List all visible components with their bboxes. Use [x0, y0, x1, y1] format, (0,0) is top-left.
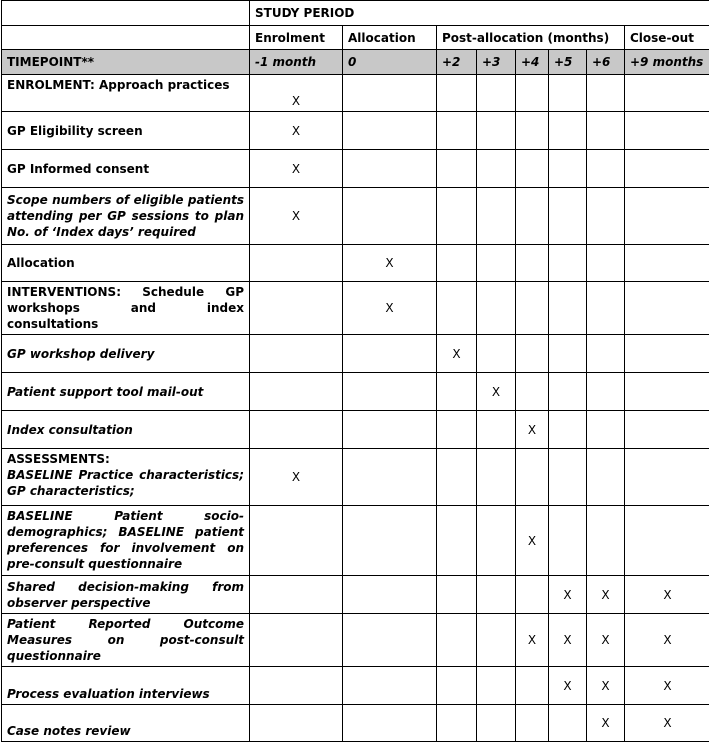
mark-cell	[549, 373, 587, 411]
mark-cell: X	[250, 449, 343, 506]
mark-cell	[343, 506, 437, 576]
activity-cell: ENROLMENT: Approach practices	[2, 75, 250, 112]
mark-cell	[587, 75, 625, 112]
activity-cell: Scope numbers of eligible patients attending per GP sessions to plan No. of ‘Index days’ required	[2, 188, 250, 245]
activity-cell: Index consultation	[2, 411, 250, 449]
mark-cell	[250, 705, 343, 742]
mark-cell: X	[587, 667, 625, 705]
mark-cell	[343, 667, 437, 705]
mark-cell	[343, 411, 437, 449]
mark-cell	[549, 705, 587, 742]
activity-cell: BASELINE Patient socio-demographics; BASELINE patient preferences for involvement on pre-consult questionnaire	[2, 506, 250, 576]
mark-cell	[549, 245, 587, 282]
mark-cell	[437, 150, 477, 188]
mark-cell	[516, 449, 549, 506]
phase-allocation: Allocation	[343, 26, 437, 50]
mark-cell	[625, 335, 709, 373]
mark-cell	[250, 667, 343, 705]
table-row	[2, 188, 709, 245]
mark-cell	[250, 373, 343, 411]
mark-cell	[516, 188, 549, 245]
mark-cell: X	[587, 576, 625, 614]
mark-cell	[549, 506, 587, 576]
mark-cell	[437, 188, 477, 245]
mark-cell	[587, 373, 625, 411]
phase-post-allocation: Post-allocation (months)	[437, 26, 625, 50]
table-row	[2, 667, 709, 705]
mark-cell: X	[549, 614, 587, 667]
mark-cell	[516, 245, 549, 282]
mark-cell: X	[625, 614, 709, 667]
table-row	[2, 75, 709, 112]
table-row	[2, 282, 709, 335]
mark-cell	[477, 449, 516, 506]
mark-cell	[477, 705, 516, 742]
mark-cell: X	[250, 188, 343, 245]
activity-cell: GP Eligibility screen	[2, 112, 250, 150]
mark-cell	[343, 705, 437, 742]
mark-cell	[437, 667, 477, 705]
activity-cell: Patient Reported Outcome Measures on post-consult questionnaire	[2, 614, 250, 667]
mark-cell: X	[343, 282, 437, 335]
mark-cell: X	[516, 506, 549, 576]
timepoint-value: +6	[587, 50, 625, 75]
mark-cell	[549, 449, 587, 506]
mark-cell	[477, 614, 516, 667]
mark-cell	[477, 667, 516, 705]
mark-cell	[587, 245, 625, 282]
mark-cell	[516, 150, 549, 188]
mark-cell: X	[250, 150, 343, 188]
activity-cell: Patient support tool mail-out	[2, 373, 250, 411]
mark-cell	[587, 506, 625, 576]
timepoint-value: +9 months	[625, 50, 709, 75]
mark-cell	[437, 245, 477, 282]
mark-cell: X	[516, 614, 549, 667]
mark-cell	[250, 282, 343, 335]
mark-cell	[549, 150, 587, 188]
mark-cell	[250, 614, 343, 667]
mark-cell: X	[477, 373, 516, 411]
activity-cell: GP Informed consent	[2, 150, 250, 188]
mark-cell	[437, 75, 477, 112]
mark-cell	[477, 282, 516, 335]
mark-cell: X	[625, 705, 709, 742]
mark-cell	[516, 112, 549, 150]
mark-cell: X	[549, 576, 587, 614]
spirit-schedule-table	[1, 0, 709, 742]
mark-cell	[587, 411, 625, 449]
mark-cell	[516, 282, 549, 335]
mark-cell	[343, 373, 437, 411]
mark-cell: X	[625, 667, 709, 705]
mark-cell	[250, 335, 343, 373]
mark-cell	[343, 335, 437, 373]
mark-cell	[437, 614, 477, 667]
timepoint-value: +3	[477, 50, 516, 75]
mark-cell	[250, 506, 343, 576]
mark-cell	[477, 576, 516, 614]
mark-cell	[516, 576, 549, 614]
activity-cell: INTERVENTIONS: Schedule GP workshops and index consultations	[2, 282, 250, 335]
activity-cell: Allocation	[2, 245, 250, 282]
mark-cell: X	[437, 335, 477, 373]
mark-cell	[625, 75, 709, 112]
table-row	[2, 112, 709, 150]
mark-cell	[477, 411, 516, 449]
mark-cell	[587, 112, 625, 150]
timepoint-value: +4	[516, 50, 549, 75]
mark-cell	[516, 667, 549, 705]
table-row	[2, 245, 709, 282]
mark-cell	[549, 335, 587, 373]
timepoint-value: +2	[437, 50, 477, 75]
mark-cell	[625, 150, 709, 188]
phase-enrolment: Enrolment	[250, 26, 343, 50]
mark-cell: X	[516, 411, 549, 449]
mark-cell	[625, 449, 709, 506]
table-row	[2, 506, 709, 576]
activity-cell: GP workshop delivery	[2, 335, 250, 373]
table-row	[2, 411, 709, 449]
mark-cell	[343, 449, 437, 506]
table-row	[2, 335, 709, 373]
activity-cell: Process evaluation interviews	[2, 667, 250, 705]
mark-cell	[516, 705, 549, 742]
mark-cell	[587, 282, 625, 335]
mark-cell	[549, 282, 587, 335]
mark-cell	[343, 112, 437, 150]
mark-cell	[516, 373, 549, 411]
mark-cell	[437, 282, 477, 335]
mark-cell: X	[250, 75, 343, 112]
timepoint-value: -1 month	[250, 50, 343, 75]
table-row	[2, 449, 709, 506]
mark-cell	[437, 112, 477, 150]
mark-cell	[625, 245, 709, 282]
mark-cell	[516, 335, 549, 373]
mark-cell	[587, 188, 625, 245]
activity-cell: Shared decision-making from observer perspective	[2, 576, 250, 614]
timepoint-value: 0	[343, 50, 437, 75]
mark-cell	[437, 576, 477, 614]
mark-cell	[625, 506, 709, 576]
mark-cell: X	[625, 576, 709, 614]
mark-cell	[549, 188, 587, 245]
mark-cell: X	[587, 705, 625, 742]
mark-cell	[625, 373, 709, 411]
mark-cell	[477, 245, 516, 282]
mark-cell: X	[343, 245, 437, 282]
mark-cell	[477, 335, 516, 373]
timepoint-label: TIMEPOINT**	[2, 50, 250, 75]
activity-cell	[2, 449, 250, 506]
study-period-header: STUDY PERIOD	[250, 1, 709, 26]
mark-cell	[250, 245, 343, 282]
mark-cell	[343, 576, 437, 614]
timepoint-value: +5	[549, 50, 587, 75]
mark-cell	[477, 506, 516, 576]
mark-cell	[587, 449, 625, 506]
assessments-heading: ASSESSMENTS:	[7, 451, 244, 467]
mark-cell	[549, 75, 587, 112]
mark-cell	[625, 112, 709, 150]
mark-cell	[343, 614, 437, 667]
mark-cell	[587, 150, 625, 188]
mark-cell	[477, 112, 516, 150]
mark-cell: X	[250, 112, 343, 150]
table-row	[2, 373, 709, 411]
mark-cell	[516, 75, 549, 112]
mark-cell	[587, 335, 625, 373]
table-row	[2, 705, 709, 742]
mark-cell	[477, 188, 516, 245]
mark-cell	[437, 373, 477, 411]
mark-cell	[343, 75, 437, 112]
mark-cell: X	[587, 614, 625, 667]
mark-cell	[343, 188, 437, 245]
blank-cell	[2, 26, 250, 50]
mark-cell	[437, 449, 477, 506]
phase-close-out: Close-out	[625, 26, 709, 50]
mark-cell	[625, 188, 709, 245]
activity-cell: Case notes review	[2, 705, 250, 742]
corner-cell	[2, 1, 250, 26]
activity-text: BASELINE Practice characteristics; GP characteristics;	[7, 467, 244, 499]
mark-cell	[625, 411, 709, 449]
mark-cell	[625, 282, 709, 335]
mark-cell	[437, 411, 477, 449]
mark-cell	[477, 75, 516, 112]
mark-cell	[477, 150, 516, 188]
table-row	[2, 150, 709, 188]
mark-cell	[437, 705, 477, 742]
mark-cell	[549, 112, 587, 150]
table-row	[2, 576, 709, 614]
mark-cell	[250, 411, 343, 449]
mark-cell	[250, 576, 343, 614]
mark-cell	[549, 411, 587, 449]
mark-cell	[343, 150, 437, 188]
mark-cell: X	[549, 667, 587, 705]
mark-cell	[437, 506, 477, 576]
table-row	[2, 614, 709, 667]
